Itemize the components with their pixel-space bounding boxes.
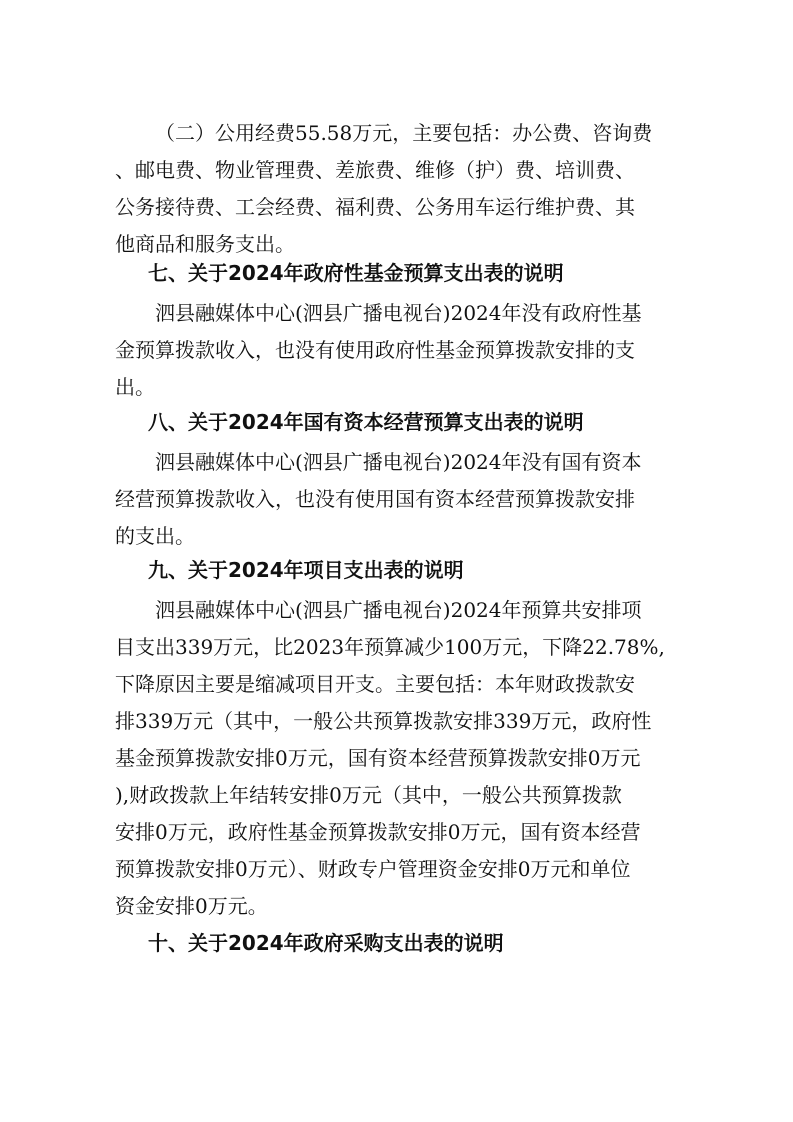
text-line: 预算拨款安排0万元）、财政专户管理资金安排0万元和单位 — [115, 857, 631, 881]
text-line: 、邮电费、物业管理费、差旅费、维修（护）费、培训费、 — [115, 158, 635, 182]
text-line: 他商品和服务支出。 — [115, 232, 295, 256]
text-line: 经营预算拨款收入，也没有使用国有资本经营预算拨款安排 — [115, 487, 635, 511]
text-line: 泗县融媒体中心(泗县广播电视台)2024年没有政府性基 — [155, 301, 642, 325]
text-line: 公务接待费、工会经费、福利费、公务用车运行维护费、其 — [115, 195, 635, 219]
text-line: 基金预算拨款安排0万元，国有资本经营预算拨款安排0万元 — [115, 746, 641, 770]
text-line: 金预算拨款收入，也没有使用政府性基金预算拨款安排的支 — [115, 338, 635, 362]
paragraph-public-funds — [115, 115, 680, 263]
paragraph-section-9 — [115, 592, 680, 925]
text-line: （二）公用经费55.58万元，主要包括：办公费、咨询费 — [155, 121, 653, 145]
text-line: 泗县融媒体中心(泗县广播电视台)2024年预算共安排项 — [155, 598, 642, 622]
text-line: 排339万元（其中，一般公共预算拨款安排339万元，政府性 — [115, 709, 652, 733]
section-heading-8: 八、关于2024年国有资本经营预算支出表的说明 — [148, 410, 584, 434]
paragraph-section-7 — [115, 295, 680, 406]
text-line: 资金安排0万元。 — [115, 894, 268, 918]
paragraph-section-8 — [115, 444, 680, 555]
section-heading-9: 九、关于2024年项目支出表的说明 — [148, 558, 464, 582]
text-line: 下降原因主要是缩减项目开支。主要包括：本年财政拨款安 — [115, 672, 635, 696]
text-line: 安排0万元，政府性基金预算拨款安排0万元，国有资本经营 — [115, 820, 641, 844]
section-heading-7: 七、关于2024年政府性基金预算支出表的说明 — [148, 261, 564, 285]
text-line: 的支出。 — [115, 524, 195, 548]
section-heading-10: 十、关于2024年政府采购支出表的说明 — [148, 931, 504, 955]
text-line: 目支出339万元，比2023年预算减少100万元，下降22.78%, — [115, 635, 665, 659]
text-line: 泗县融媒体中心(泗县广播电视台)2024年没有国有资本 — [155, 450, 642, 474]
text-line: 出。 — [115, 375, 155, 399]
text-line: ),财政拨款上年结转安排0万元（其中，一般公共预算拨款 — [115, 783, 622, 807]
